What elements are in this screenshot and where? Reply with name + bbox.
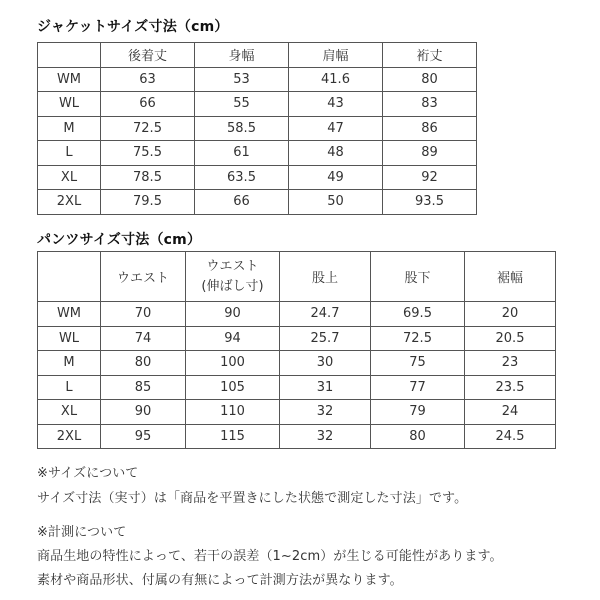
table-cell: 83 [383, 92, 477, 117]
table-cell: 115 [186, 424, 280, 449]
table-cell: 25.7 [280, 326, 371, 351]
table-row [38, 326, 556, 351]
table-cell: 43 [289, 92, 383, 117]
table-cell: 80 [101, 351, 186, 376]
size-label: M [38, 351, 101, 376]
table-cell: 23.5 [465, 375, 556, 400]
jacket-header-shoulder-width: 肩幅 [289, 43, 383, 68]
table-cell: 79 [371, 400, 465, 425]
table-row [38, 375, 556, 400]
table-cell: 24.7 [280, 302, 371, 327]
table-cell: 79.5 [101, 190, 195, 215]
table-row [38, 67, 477, 92]
size-label: WM [38, 302, 101, 327]
size-label: XL [38, 165, 101, 190]
size-label: 2XL [38, 190, 101, 215]
table-cell: 24.5 [465, 424, 556, 449]
jacket-header-back-length: 後着丈 [101, 43, 195, 68]
table-cell: 78.5 [101, 165, 195, 190]
table-cell: 86 [383, 116, 477, 141]
pants-header-waist-stretched-sub: (伸ばし寸) [201, 278, 264, 294]
table-row [38, 116, 477, 141]
table-cell: 66 [195, 190, 289, 215]
measure-note-heading: ※計測について [37, 525, 127, 540]
pants-size-title: パンツサイズ寸法（cm） [37, 232, 202, 248]
table-cell: 80 [383, 67, 477, 92]
table-cell: 63 [101, 67, 195, 92]
table-row [38, 424, 556, 449]
table-cell: 74 [101, 326, 186, 351]
table-cell: 100 [186, 351, 280, 376]
table-row [38, 302, 556, 327]
table-cell: 61 [195, 141, 289, 166]
table-cell: 20.5 [465, 326, 556, 351]
measure-note-text-1: 商品生地の特性によって、若干の誤差（1~2cm）が生じる可能性があります。 [37, 549, 503, 564]
table-cell: 72.5 [371, 326, 465, 351]
table-row [38, 92, 477, 117]
table-row [38, 400, 556, 425]
table-cell: 47 [289, 116, 383, 141]
size-label: XL [38, 400, 101, 425]
table-cell: 41.6 [289, 67, 383, 92]
size-label: M [38, 116, 101, 141]
jacket-size-title: ジャケットサイズ寸法（cm） [37, 19, 229, 35]
table-cell: 55 [195, 92, 289, 117]
pants-header-inseam: 股下 [371, 252, 465, 302]
table-cell: 105 [186, 375, 280, 400]
table-row [38, 141, 477, 166]
jacket-header-sleeve-length: 裄丈 [383, 43, 477, 68]
jacket-size-table [37, 42, 477, 215]
pants-header-rise: 股上 [280, 252, 371, 302]
table-cell: 58.5 [195, 116, 289, 141]
size-label: 2XL [38, 424, 101, 449]
pants-header-row [38, 252, 556, 302]
table-cell: 110 [186, 400, 280, 425]
table-cell: 20 [465, 302, 556, 327]
table-cell: 66 [101, 92, 195, 117]
table-cell: 75 [371, 351, 465, 376]
jacket-header-row [38, 43, 477, 68]
jacket-header-corner [38, 43, 101, 68]
table-cell: 63.5 [195, 165, 289, 190]
table-row [38, 190, 477, 215]
table-cell: 72.5 [101, 116, 195, 141]
table-cell: 23 [465, 351, 556, 376]
table-cell: 90 [101, 400, 186, 425]
size-label: L [38, 375, 101, 400]
table-row [38, 351, 556, 376]
size-label: WL [38, 326, 101, 351]
table-cell: 92 [383, 165, 477, 190]
pants-header-hem-width: 裾幅 [465, 252, 556, 302]
table-cell: 77 [371, 375, 465, 400]
table-row [38, 165, 477, 190]
table-cell: 69.5 [371, 302, 465, 327]
table-cell: 70 [101, 302, 186, 327]
table-cell: 31 [280, 375, 371, 400]
size-label: WM [38, 67, 101, 92]
table-cell: 80 [371, 424, 465, 449]
table-cell: 95 [101, 424, 186, 449]
table-cell: 32 [280, 400, 371, 425]
table-cell: 24 [465, 400, 556, 425]
table-cell: 85 [101, 375, 186, 400]
table-cell: 32 [280, 424, 371, 449]
table-cell: 90 [186, 302, 280, 327]
size-label: L [38, 141, 101, 166]
table-cell: 94 [186, 326, 280, 351]
size-note-text: サイズ寸法（実寸）は「商品を平置きにした状態で測定した寸法」です。 [37, 491, 468, 506]
pants-header-waist-stretched-label: ウエスト [206, 258, 259, 274]
table-cell: 75.5 [101, 141, 195, 166]
table-cell: 93.5 [383, 190, 477, 215]
size-note-heading: ※サイズについて [37, 466, 139, 481]
measure-note-text-2: 素材や商品形状、付属の有無によって計測方法が異なります。 [37, 573, 403, 588]
table-cell: 89 [383, 141, 477, 166]
jacket-header-body-width: 身幅 [195, 43, 289, 68]
table-cell: 48 [289, 141, 383, 166]
pants-header-waist-stretched [186, 252, 280, 302]
size-label: WL [38, 92, 101, 117]
pants-header-waist: ウエスト [101, 252, 186, 302]
table-cell: 49 [289, 165, 383, 190]
table-cell: 30 [280, 351, 371, 376]
table-cell: 50 [289, 190, 383, 215]
pants-header-corner [38, 252, 101, 302]
pants-size-table [37, 251, 556, 449]
table-cell: 53 [195, 67, 289, 92]
